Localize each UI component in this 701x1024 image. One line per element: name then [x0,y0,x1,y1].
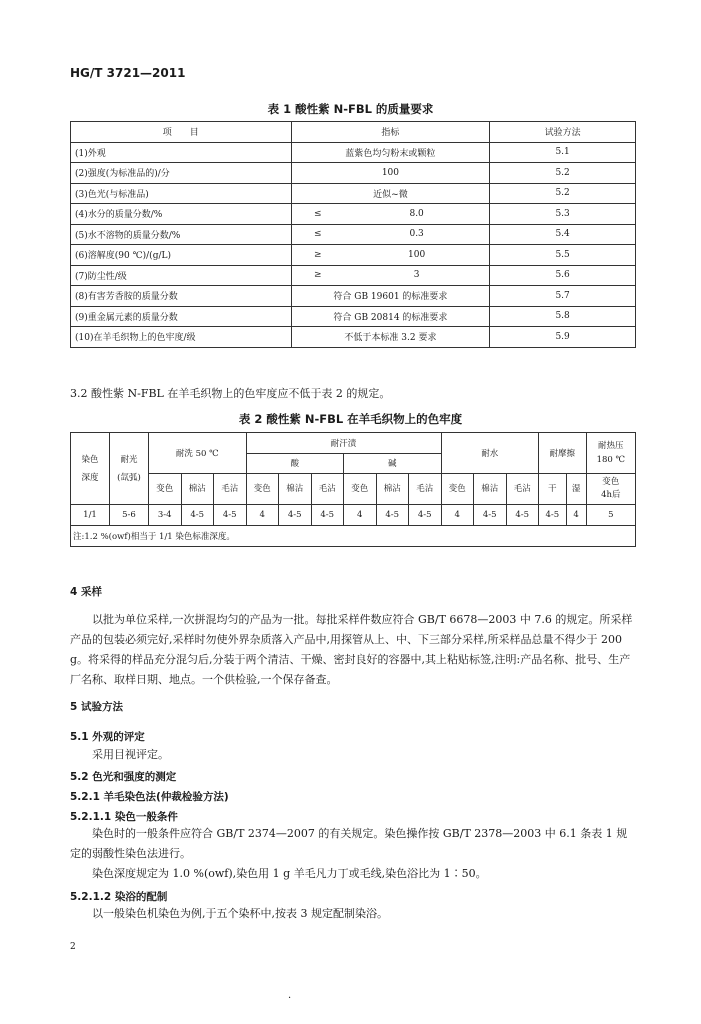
section-5-1-text: 采用目视评定。 [92,748,169,761]
item-cell: (5)水不溶物的质量分数/% [71,224,292,245]
symbol-cell: ≤ [291,204,344,225]
value-cell: 符合 GB 19601 的标准要求 [291,286,490,307]
table-row [71,224,636,245]
subheader-cell: 变色 4h后 [586,474,635,505]
method-cell: 5.2 [490,163,636,184]
table1-header-cell: 项 目 [71,122,292,143]
section-5-title: 5 试验方法 [70,701,123,713]
table-row [71,505,636,526]
fastness-value-cell: 4-5 [539,505,567,526]
color-fastness-table [70,432,636,547]
fastness-value-cell: 5-6 [110,505,149,526]
fastness-value-cell: 1/1 [71,505,110,526]
value-cell: 3 [344,265,490,286]
subheader-cell: 毛沾 [506,474,539,505]
value-cell: 不低于本标准 3.2 要求 [291,327,490,348]
table-row [71,163,636,184]
method-cell: 5.3 [490,204,636,225]
table-row [71,327,636,348]
table2-caption: 表 2 酸性紫 N-FBL 在羊毛织物上的色牢度 [238,412,463,426]
table1-caption: 表 1 酸性紫 N-FBL 的质量要求 [267,102,434,116]
quality-requirements-table [70,121,636,348]
section-5-2-1-1-text2: 染色深度规定为 1.0 %(owf),染色用 1 g 羊毛凡力丁或毛线,染色浴比为 1∶50。 [92,867,487,880]
subheader-cell: 棉沾 [376,474,409,505]
subheader-cell: 毛沾 [409,474,442,505]
table-row [71,142,636,163]
subheader-cell: 变色 [246,474,279,505]
method-cell: 5.7 [490,286,636,307]
method-cell: 5.2 [490,183,636,204]
item-cell: (3)色光(与标准品) [71,183,292,204]
table-row [71,245,636,266]
table-row [71,204,636,225]
fastness-value-cell: 4 [246,505,279,526]
section-5-2-title: 5.2 色光和强度的测定 [70,771,177,783]
section-5-2-1-2-title: 5.2.1.2 染浴的配制 [70,891,168,903]
bottom-mark: · [288,993,292,1004]
fastness-value-cell: 4 [441,505,474,526]
method-cell: 5.6 [490,265,636,286]
item-cell: (6)溶解度(90 ℃)/(g/L) [71,245,292,266]
method-cell: 5.8 [490,306,636,327]
fastness-value-cell: 4-5 [279,505,312,526]
section-5-1-title: 5.1 外观的评定 [70,731,145,743]
method-cell: 5.9 [490,327,636,348]
section-5-2-1-2-text: 以一般染色机染色为例,于五个染杯中,按表 3 规定配制染浴。 [92,907,388,920]
wash-header: 耐洗 50 ℃ [149,433,247,474]
subheader-cell: 变色 [344,474,377,505]
symbol-cell: ≥ [291,245,344,266]
section-5-2-1-title: 5.2.1 羊毛染色法(仲裁检验方法) [70,791,229,803]
item-cell: (8)有害芳香胺的质量分数 [71,286,292,307]
method-cell: 5.5 [490,245,636,266]
subheader-cell: 棉沾 [181,474,214,505]
symbol-cell: ≥ [291,265,344,286]
subheader-cell: 棉沾 [474,474,507,505]
section-4-title: 4 采样 [70,586,102,598]
table2-note: 注:1.2 %(owf)相当于 1/1 染色标准深度。 [71,525,636,546]
item-cell: (1)外观 [71,142,292,163]
table-row [71,286,636,307]
subheader-cell: 干 [539,474,567,505]
value-cell: 符合 GB 20814 的标准要求 [291,306,490,327]
section-5-2-1-1-title: 5.2.1.1 染色一般条件 [70,811,178,823]
fastness-value-cell: 4-5 [506,505,539,526]
table-row [71,265,636,286]
value-cell: 8.0 [344,204,490,225]
subheader-cell: 变色 [441,474,474,505]
paragraph-3-2: 3.2 酸性紫 N-FBL 在羊毛织物上的色牢度应不低于表 2 的规定。 [70,387,391,400]
acid-header: 酸 [246,453,344,474]
value-cell: 近似~微 [291,183,490,204]
alkali-header: 碱 [344,453,442,474]
depth-header: 染色 深度 [71,433,110,505]
page-number: 2 [70,942,76,952]
fastness-value-cell: 4-5 [214,505,247,526]
value-cell: 0.3 [344,224,490,245]
heat-press-header: 耐热压 180 ℃ [586,433,635,474]
item-cell: (7)防尘性/级 [71,265,292,286]
standard-code-header: HG/T 3721—2011 [70,66,186,80]
fastness-value-cell: 4 [566,505,586,526]
fastness-value-cell: 4-5 [474,505,507,526]
subheader-cell: 湿 [566,474,586,505]
table1-header-cell: 指标 [291,122,490,143]
fastness-value-cell: 4 [344,505,377,526]
sweat-header: 耐汗渍 [246,433,441,454]
item-cell: (10)在羊毛织物上的色牢度/级 [71,327,292,348]
symbol-cell: ≤ [291,224,344,245]
fastness-value-cell: 4-5 [409,505,442,526]
section-4-text: 以批为单位采样,一次拼混均匀的产品为一批。每批采样件数应符合 GB/T 6678—2003 中 7.6 的规定。所采样产品的包装必须完好,采样时勿使外界杂质落入产品中,用探管从上、中、下三部分采样,所采样品总量不得少于 200 g。将采得的样品充分混匀后,分装于两个清洁、干燥、密封良好的容器中,其上粘贴标签,注明:产品名称、批号、生产厂名称、取样日期、地点。一个供检验,一个保存备查。 [70,613,633,686]
subheader-cell: 毛沾 [311,474,344,505]
table1-header-cell: 试验方法 [490,122,636,143]
method-cell: 5.4 [490,224,636,245]
fastness-value-cell: 4-5 [181,505,214,526]
fastness-value-cell: 4-5 [311,505,344,526]
table-row [71,183,636,204]
value-cell: 100 [344,245,490,266]
subheader-cell: 变色 [149,474,182,505]
value-cell: 蓝紫色均匀粉末或颗粒 [291,142,490,163]
fastness-value-cell: 3-4 [149,505,182,526]
item-cell: (4)水分的质量分数/% [71,204,292,225]
method-cell: 5.1 [490,142,636,163]
rub-header: 耐摩擦 [539,433,587,474]
item-cell: (2)强度(为标准品的)/分 [71,163,292,184]
subheader-cell: 毛沾 [214,474,247,505]
subheader-cell: 棉沾 [279,474,312,505]
fastness-value-cell: 4-5 [376,505,409,526]
table-row [71,306,636,327]
value-cell: 100 [291,163,490,184]
section-5-2-1-1-text1: 染色时的一般条件应符合 GB/T 2374—2007 的有关规定。染色操作按 GB/T 2378—2003 中 6.1 条表 1 规定的弱酸性染色法进行。 [70,827,628,860]
fastness-value-cell: 5 [586,505,635,526]
item-cell: (9)重金属元素的质量分数 [71,306,292,327]
light-header: 耐光 (氙弧) [110,433,149,505]
water-header: 耐水 [441,433,539,474]
